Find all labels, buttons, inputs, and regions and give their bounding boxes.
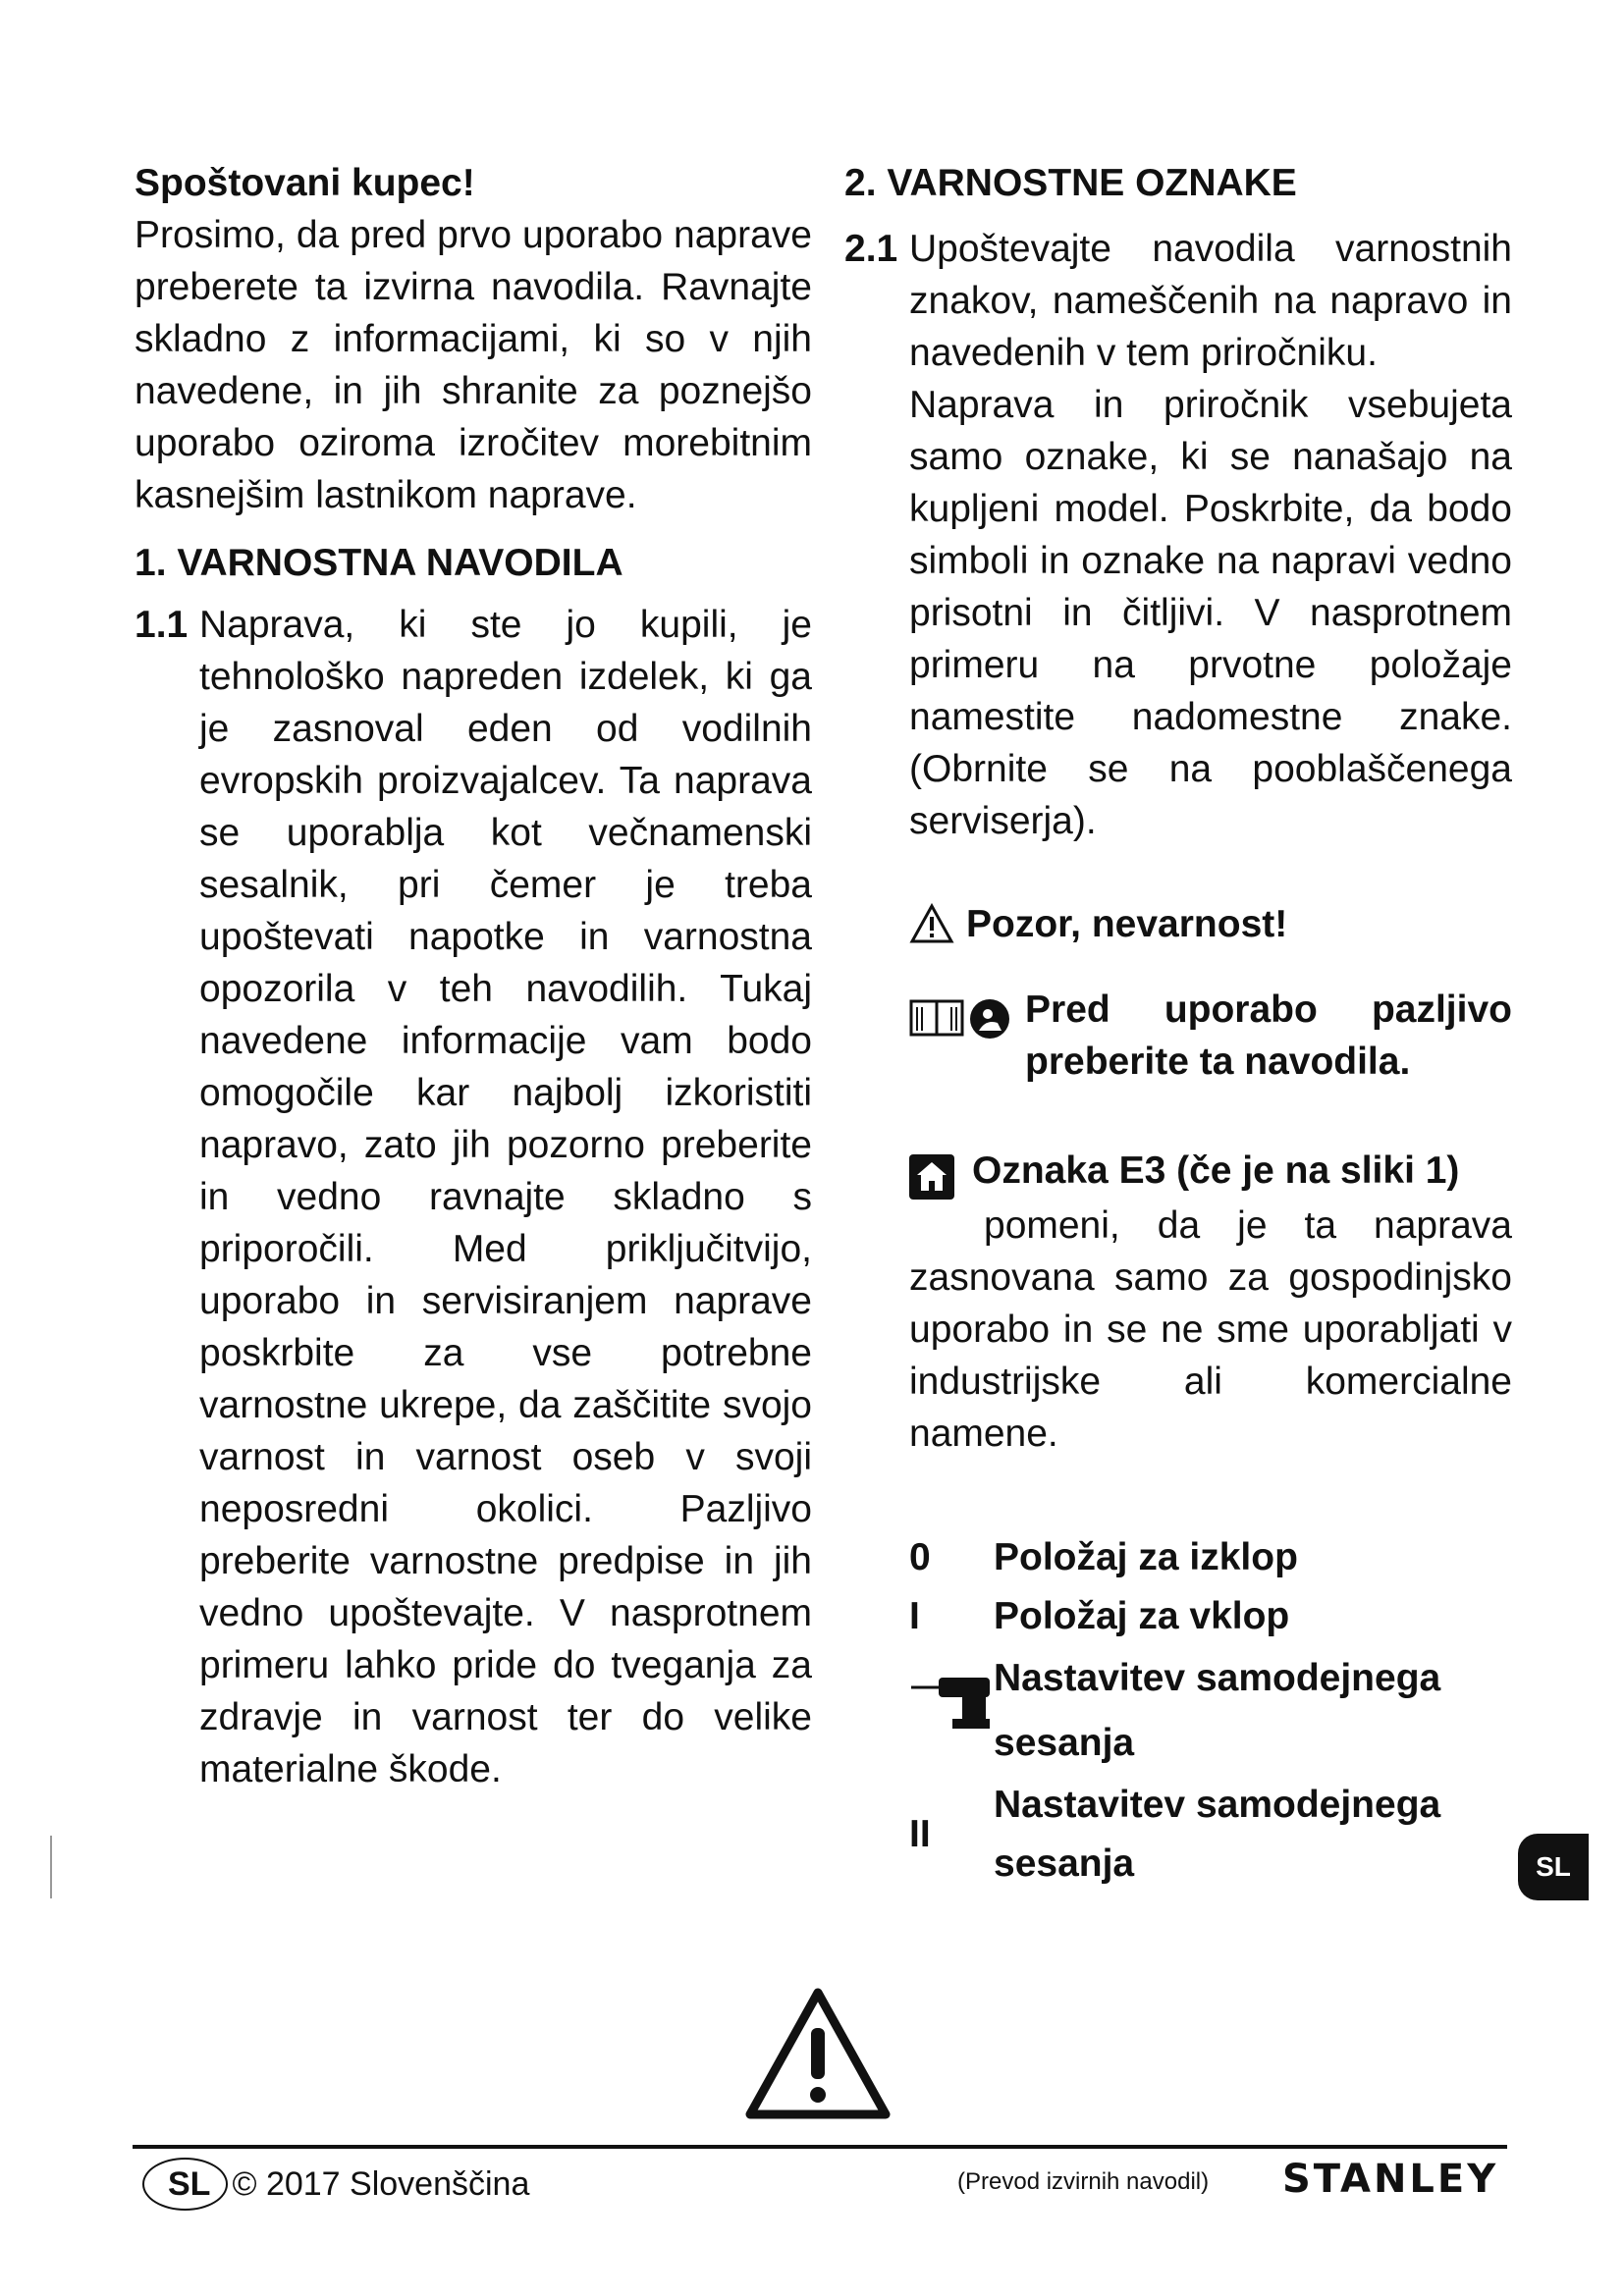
intro-paragraph: Prosimo, da pred prvo uporabo naprave preberete ta izvirna navodila. Ravnajte skladno z informacijami, ki so v njih navedene, in jih shranite za poznejšo uporabo oziroma izročitev morebitnim kasnejšim lastnikom naprave.	[135, 214, 812, 516]
mode-on-label: Položaj za vklop	[994, 1595, 1290, 1637]
household-icon	[909, 1154, 954, 1200]
mode-auto-tool-label: Nastavitev samodejnega sesanja	[994, 1657, 1441, 1764]
mode-on-symbol: I	[909, 1595, 920, 1637]
e3-text: pomeni, da je ta naprava zasnovana samo za gospodinjsko uporabo in se ne sme uporabljati v industrijske ali komercialne namene.	[909, 1204, 1512, 1455]
brand-logo: STANLEY	[1282, 2157, 1499, 2202]
mode-auto-tool-symbol	[909, 1672, 994, 1751]
read-manual-text: Pred uporabo pazljivo preberite ta navodila.	[1025, 988, 1512, 1083]
section-1-title: 1. VARNOSTNA NAVODILA	[135, 542, 623, 584]
read-instructions-icon	[968, 997, 1011, 1041]
mode-off	[909, 1528, 1512, 1587]
e3-title: Oznaka E3 (če je na sliki 1)	[972, 1149, 1460, 1192]
manual-book-icon	[909, 997, 964, 1039]
language-tab: SL	[1518, 1834, 1589, 1900]
margin-mark	[50, 1836, 52, 1898]
mode-auto-symbol: II	[909, 1813, 931, 1855]
e3-block	[844, 1145, 1512, 1460]
e3-heading-row	[909, 1145, 1512, 1200]
warning-triangle-icon	[909, 903, 954, 944]
right-column	[844, 157, 1512, 1894]
footer-rule	[133, 2145, 1507, 2149]
footer-left	[142, 2158, 529, 2211]
mode-off-symbol: 0	[909, 1536, 931, 1578]
left-column	[135, 157, 812, 1795]
item-2-1-p1: Upoštevajte navodila varnostnih znakov, nameščenih na napravo in navedenih v tem priročniku.	[909, 228, 1512, 374]
switch-modes	[844, 1528, 1512, 1894]
mode-auto	[909, 1776, 1512, 1894]
item-1-1-number: 1.1	[135, 604, 189, 646]
section-2-title: 2. VARNOSTNE OZNAKE	[844, 162, 1297, 204]
read-manual-row	[844, 984, 1512, 1088]
footer-lang-badge: SL	[142, 2158, 228, 2211]
item-1-1	[135, 599, 812, 1795]
item-2-1-p2: Naprava in priročnik vsebujeta samo oznake, ki se nanašajo na kupljeni model. Poskrbite, da bodo simboli in oznake na napravi vedno prisotni in čitljivi. V nasprotnem primeru na prvotne položaje namestite nadomestne znake. (Obrnite se na pooblaščenega serviserja).	[909, 384, 1512, 842]
mode-auto-tool	[909, 1646, 1512, 1776]
mode-on	[909, 1587, 1512, 1646]
power-tool-icon	[909, 1672, 994, 1731]
greeting: Spoštovani kupec!	[135, 162, 475, 204]
mode-auto-label: Nastavitev samodejnega sesanja	[994, 1784, 1441, 1885]
danger-text: Pozor, nevarnost!	[966, 903, 1288, 945]
mode-off-label: Položaj za izklop	[994, 1536, 1298, 1578]
item-1-1-text: Naprava, ki ste jo kupili, je tehnološko napreden izdelek, ki ga je zasnoval eden od vodilnih evropskih proizvajalcev. Ta naprava se uporablja kot večnamenski sesalnik, pri čemer je treba upoštevati napotke in varnostna opozorila v teh navodilih. Tukaj navedene informacije vam bodo omogočile kar najbolj izkoristiti napravo, zato jih pozorno preberite in vedno ravnajte skladno s priporočili. Med priključitvijo, uporabo in servisiranjem naprave poskrbite za vse potrebne varnostne ukrepe, da zaščitite svojo varnost in varnost oseb v svoji neposredni okolici. Pazljivo preberite varnostne predpise in jih vedno upoštevajte. V nasprotnem primeru lahko pride do tveganja za zdravje in varnost ter do velike materialne škode.	[199, 604, 812, 1790]
item-2-1-number: 2.1	[844, 228, 898, 270]
item-2-1	[844, 223, 1512, 847]
large-warning-triangle-icon	[744, 1985, 892, 2122]
footer-translation-note: (Prevod izvirnih navodil)	[957, 2168, 1210, 2195]
footer-copyright: © 2017 Slovenščina	[232, 2165, 530, 2203]
danger-row	[844, 898, 1512, 950]
